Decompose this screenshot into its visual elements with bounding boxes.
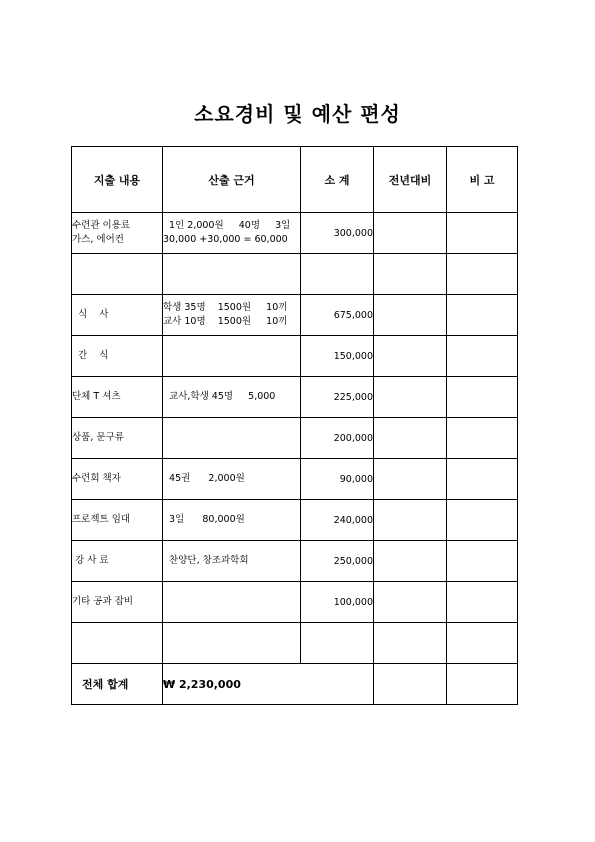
yoy-cell (374, 295, 447, 336)
item-cell-line: 강 사 료 (72, 555, 109, 566)
total-label: 전체 합계 (72, 664, 163, 705)
table-row (72, 377, 518, 418)
note-cell (447, 582, 518, 623)
yoy-cell (374, 500, 447, 541)
item-cell (72, 459, 163, 500)
note-cell (447, 541, 518, 582)
table-row (72, 623, 518, 664)
item-cell-line: 간 식 (72, 350, 109, 361)
table-row (72, 254, 518, 295)
basis-cell (163, 336, 301, 377)
item-cell (72, 213, 163, 254)
table-row (72, 295, 518, 336)
yoy-cell (374, 254, 447, 295)
total-row (72, 664, 518, 705)
header-row (72, 147, 518, 213)
basis-cell-line: 교사 10명 1500원 10끼 (163, 316, 288, 327)
header-yoy: 전년대비 (374, 147, 447, 213)
header-item: 지출 내용 (72, 147, 163, 213)
subtotal-cell: 200,000 (301, 418, 374, 459)
item-cell (72, 500, 163, 541)
subtotal-cell: 240,000 (301, 500, 374, 541)
table-row (72, 336, 518, 377)
item-cell (72, 254, 163, 295)
subtotal-cell (301, 254, 374, 295)
basis-cell (163, 623, 301, 664)
yoy-cell (374, 336, 447, 377)
table-row (72, 213, 518, 254)
total-note (447, 664, 518, 705)
note-cell (447, 459, 518, 500)
note-cell (447, 213, 518, 254)
table-row (72, 582, 518, 623)
basis-cell-line: 찬양단, 창조과학회 (163, 555, 249, 566)
note-cell (447, 623, 518, 664)
table-row (72, 459, 518, 500)
header-basis: 산출 근거 (163, 147, 301, 213)
item-cell (72, 623, 163, 664)
item-cell (72, 336, 163, 377)
table-row (72, 500, 518, 541)
basis-cell (163, 582, 301, 623)
item-cell-line: 수련관 이용료 (72, 220, 131, 231)
basis-cell-line: 3일 80,000원 (163, 514, 245, 525)
subtotal-cell: 150,000 (301, 336, 374, 377)
subtotal-cell: 100,000 (301, 582, 374, 623)
subtotal-cell (301, 623, 374, 664)
item-cell-line: 수련회 책자 (72, 473, 121, 484)
yoy-cell (374, 541, 447, 582)
basis-cell (163, 459, 301, 500)
note-cell (447, 418, 518, 459)
budget-table (71, 146, 518, 705)
basis-cell (163, 500, 301, 541)
subtotal-cell: 675,000 (301, 295, 374, 336)
basis-cell-line: 30,000 +30,000 = 60,000 (163, 234, 288, 245)
note-cell (447, 295, 518, 336)
table-row (72, 418, 518, 459)
item-cell (72, 418, 163, 459)
header-note: 비 고 (447, 147, 518, 213)
basis-cell-line: 교사,학생 45명 5,000 (163, 391, 276, 402)
yoy-cell (374, 418, 447, 459)
basis-cell-line: 1인 2,000원 40명 3일 (163, 220, 291, 231)
item-cell-line: 가스, 에어컨 (72, 234, 124, 245)
subtotal-cell: 300,000 (301, 213, 374, 254)
item-cell-line: 기타 공과 잡비 (72, 596, 134, 607)
subtotal-cell: 250,000 (301, 541, 374, 582)
basis-cell-line: 학생 35명 1500원 10끼 (163, 302, 288, 313)
header-subtotal: 소 계 (301, 147, 374, 213)
table-row (72, 541, 518, 582)
basis-cell (163, 418, 301, 459)
basis-cell (163, 213, 301, 254)
subtotal-cell: 90,000 (301, 459, 374, 500)
basis-cell (163, 295, 301, 336)
basis-cell (163, 377, 301, 418)
item-cell (72, 377, 163, 418)
basis-cell-line: 45권 2,000원 (163, 473, 245, 484)
note-cell (447, 336, 518, 377)
basis-cell (163, 541, 301, 582)
basis-cell (163, 254, 301, 295)
item-cell-line: 단체 T 셔츠 (72, 391, 121, 402)
subtotal-cell: 225,000 (301, 377, 374, 418)
item-cell (72, 295, 163, 336)
total-value: ₩ 2,230,000 (163, 664, 374, 705)
item-cell-line: 식 사 (72, 309, 109, 320)
yoy-cell (374, 582, 447, 623)
note-cell (447, 377, 518, 418)
yoy-cell (374, 459, 447, 500)
total-yoy (374, 664, 447, 705)
yoy-cell (374, 623, 447, 664)
note-cell (447, 500, 518, 541)
yoy-cell (374, 213, 447, 254)
item-cell-line: 프로젝트 임대 (72, 514, 131, 525)
note-cell (447, 254, 518, 295)
item-cell-line: 상품, 문구류 (72, 432, 124, 443)
document-title: 소요경비 및 예산 편성 (194, 102, 401, 126)
item-cell (72, 541, 163, 582)
item-cell (72, 582, 163, 623)
yoy-cell (374, 377, 447, 418)
